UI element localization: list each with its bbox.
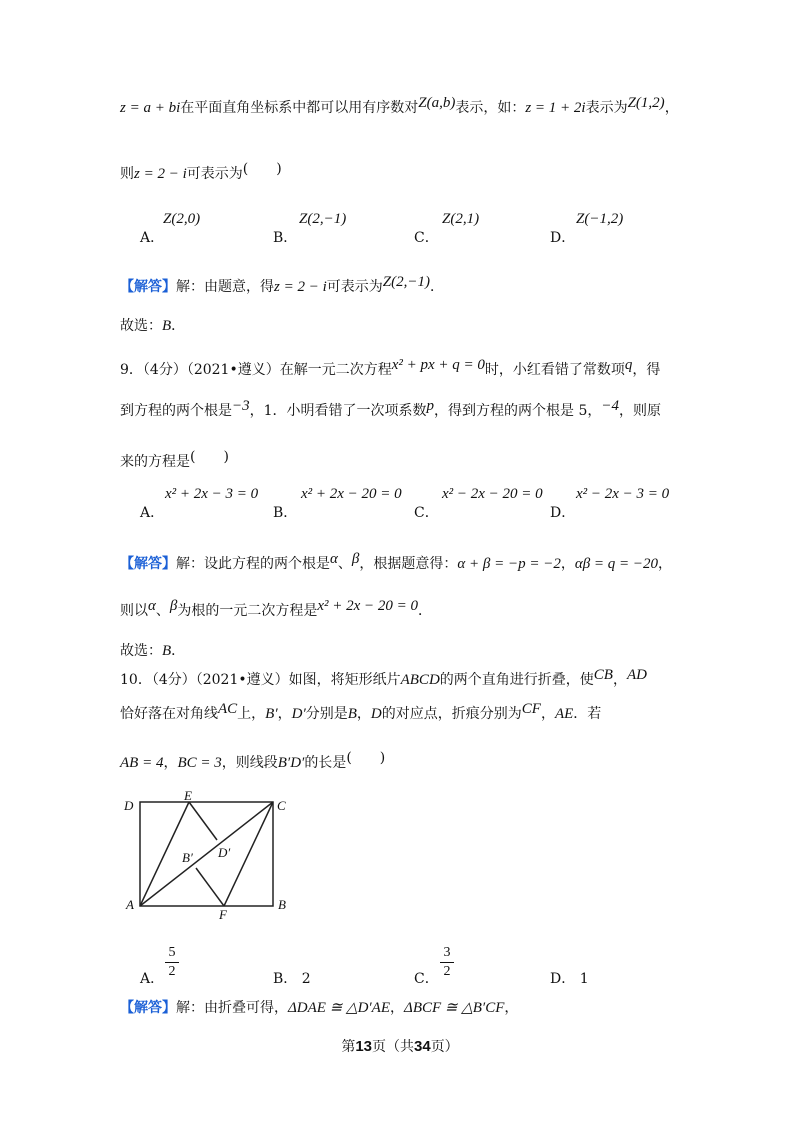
- q8-choice: [120, 315, 185, 335]
- answer-paren: ( ): [190, 449, 229, 465]
- text: 到方程的两个根是: [120, 403, 232, 419]
- text: 页）: [430, 1039, 459, 1055]
- q10-option-c-letter: C．: [414, 971, 439, 987]
- text: ．: [171, 643, 186, 659]
- fraction-bar: [165, 962, 179, 963]
- congruence: ΔBCF ≅ △B′CF: [404, 1000, 505, 1016]
- text: 页（共: [372, 1039, 414, 1055]
- label-e: E: [184, 790, 192, 803]
- q9-answer: [120, 553, 672, 573]
- sum-relation: α + β = −p = −2: [457, 556, 561, 572]
- product-relation: αβ = q = −20: [574, 556, 659, 572]
- root: −3: [232, 398, 250, 414]
- alpha: α: [148, 598, 156, 614]
- text: 上，: [237, 706, 266, 722]
- point: D′: [291, 706, 306, 722]
- text: ，: [390, 1000, 405, 1016]
- text: 时，小红看错了常数项: [484, 362, 625, 378]
- text: 则: [120, 166, 134, 182]
- segment: AD: [626, 667, 647, 683]
- segment: AC: [218, 701, 238, 717]
- text: ，得到方程的两个根是 5，: [434, 403, 602, 419]
- answer-tag: 【解答】: [120, 1000, 176, 1016]
- text: 在平面直角坐标系中都可以用有序数对: [180, 100, 419, 116]
- q9-answer2: [120, 600, 432, 620]
- text: ，: [504, 1000, 519, 1016]
- denominator: 2: [443, 964, 451, 979]
- z-definition: z = a + bi: [120, 100, 181, 116]
- text: 解：设此方程的两个根是: [176, 556, 330, 572]
- text: ，则原: [619, 403, 662, 419]
- point: D: [370, 706, 382, 722]
- beta: β: [351, 551, 360, 567]
- page-number: 13: [355, 1038, 372, 1055]
- label-b: B: [278, 897, 286, 912]
- text: ，: [540, 706, 555, 722]
- segment: AE: [554, 706, 574, 722]
- q9-line1: [120, 359, 660, 379]
- denominator: 2: [168, 964, 176, 979]
- text: 第: [341, 1039, 356, 1055]
- q8-option-a-letter: A．: [140, 230, 165, 246]
- page-footer: [0, 1036, 800, 1056]
- text: 、: [337, 556, 352, 572]
- congruence: ΔDAE ≅ △D′AE: [288, 1000, 391, 1016]
- fraction-bar: [440, 962, 454, 963]
- beta: β: [169, 598, 178, 614]
- text: ，: [356, 706, 371, 722]
- example-z: z = 1 + 2i: [525, 100, 586, 116]
- label-c: C: [277, 798, 286, 813]
- segment: CB: [593, 667, 613, 683]
- text: 可表示为: [186, 166, 243, 182]
- equation: x² + 2x − 20 = 0: [317, 598, 419, 614]
- q9-option-b-value: x² + 2x − 20 = 0: [301, 486, 402, 502]
- total-pages: 34: [414, 1038, 431, 1055]
- q10-option-a-fraction: [165, 945, 179, 980]
- text: ，: [163, 755, 178, 771]
- text: ．: [418, 603, 433, 619]
- answer-paren: ( ): [242, 161, 282, 177]
- choice-letter: B: [162, 318, 172, 334]
- root: −4: [601, 398, 620, 414]
- q8-option-d-letter: D．: [550, 230, 576, 246]
- q10-option-c-fraction: [440, 945, 454, 980]
- option-value: 1: [579, 971, 589, 987]
- answer-tag: 【解答】: [120, 556, 176, 572]
- q10-answer: [120, 997, 518, 1017]
- q8-line2: [120, 163, 282, 183]
- text: ．: [171, 318, 186, 334]
- q9-line3: [120, 451, 229, 471]
- q10-line2: [120, 703, 601, 723]
- numerator: 5: [168, 945, 176, 960]
- text: ，则线段: [221, 755, 278, 771]
- q9-option-d-value: x² − 2x − 3 = 0: [576, 486, 670, 502]
- q8-option-c-letter: C．: [414, 230, 439, 246]
- text: 的长是: [304, 755, 347, 771]
- label-d-prime: D′: [218, 845, 231, 860]
- q8-option-b-value: Z(2,−1): [299, 211, 347, 227]
- segment-fb: [196, 868, 224, 906]
- q8-answer: [120, 276, 444, 296]
- text: 的对应点，折痕分别为: [381, 706, 522, 722]
- example-pair: Z(1,2): [627, 95, 665, 111]
- q10-line1: [120, 669, 647, 689]
- text: 故选：: [120, 318, 162, 334]
- text: 表示，如：: [455, 100, 526, 116]
- ordered-pair: Z(a,b): [418, 95, 456, 111]
- fold-cf: [224, 802, 273, 906]
- q9-option-c-letter: C．: [414, 505, 439, 521]
- answer-paren: ( ): [346, 750, 386, 766]
- equation: x² + px + q = 0: [391, 357, 485, 373]
- text: 恰好落在对角线: [120, 706, 218, 722]
- text: 、: [155, 603, 170, 619]
- segment-ed: [189, 802, 217, 840]
- q9-option-a-value: x² + 2x − 3 = 0: [165, 486, 259, 502]
- text: 为根的一元二次方程是: [177, 603, 318, 619]
- label-d: D: [124, 798, 134, 813]
- q10-option-a-letter: A．: [140, 971, 165, 987]
- text: 解：由题意，得: [176, 279, 274, 295]
- rect-name: ABCD: [400, 672, 440, 688]
- q9-option-d-letter: D．: [550, 505, 576, 521]
- segment: B′D′: [277, 755, 305, 771]
- var-q: q: [624, 357, 633, 373]
- label-b-prime: B′: [182, 850, 193, 865]
- numerator: 3: [443, 945, 451, 960]
- q8-option-b-letter: B．: [273, 230, 298, 246]
- alpha: α: [330, 551, 338, 567]
- z-expression: z = 2 − i: [134, 166, 187, 182]
- text: ，: [664, 100, 679, 116]
- text: 来的方程是: [120, 454, 190, 470]
- text: ，根据题意得：: [359, 556, 458, 572]
- q8-option-c-value: Z(2,1): [442, 211, 480, 227]
- text: ，得: [632, 362, 661, 378]
- option-value: 2: [301, 971, 311, 987]
- bc-length: BC = 3: [177, 755, 222, 771]
- text: ．: [429, 279, 444, 295]
- label-f: F: [219, 907, 227, 920]
- text: 解：由折叠可得，: [176, 1000, 288, 1016]
- q8-option-a-value: Z(2,0): [163, 211, 201, 227]
- choice-letter: B: [162, 643, 172, 659]
- q8-option-d-value: Z(−1,2): [576, 211, 624, 227]
- text: ．若: [573, 706, 602, 722]
- q9-option-c-value: x² − 2x − 20 = 0: [442, 486, 543, 502]
- answer-tag: 【解答】: [120, 279, 176, 295]
- text: 故选：: [120, 643, 162, 659]
- label-a: A: [126, 897, 134, 912]
- option-letter: D．: [550, 971, 576, 987]
- q8-line1: [120, 97, 679, 117]
- point: B: [347, 706, 357, 722]
- z-expression: z = 2 − i: [274, 279, 327, 295]
- q9-option-b-letter: B．: [273, 505, 298, 521]
- text: 10．（4分）（2021•遵义）如图，将矩形纸片: [120, 672, 401, 688]
- q9-line2: [120, 400, 661, 420]
- text: 表示为: [585, 100, 628, 116]
- text: 的两个直角进行折叠，使: [439, 672, 594, 688]
- text: ，1．小明看错了一次项系数: [249, 403, 427, 419]
- var-p: p: [426, 398, 435, 414]
- text: ，: [277, 706, 292, 722]
- ab-length: AB = 4: [120, 755, 164, 771]
- q10-option-b: [273, 968, 311, 988]
- diagonal-ac: [140, 802, 273, 906]
- result-pair: Z(2,−1): [382, 274, 430, 290]
- q10-line3: [120, 752, 385, 772]
- text: ，: [560, 556, 575, 572]
- text: ，: [612, 672, 627, 688]
- text: 可表示为: [326, 279, 383, 295]
- point: B′: [265, 706, 278, 722]
- q9-option-a-letter: A．: [140, 505, 165, 521]
- rectangle-fold-figure: [118, 790, 298, 920]
- text: 分别是: [305, 706, 348, 722]
- text: ，: [658, 556, 673, 572]
- text: 则以: [120, 603, 148, 619]
- segment: CF: [521, 701, 541, 717]
- q9-choice: [120, 640, 185, 660]
- q10-option-d: [550, 968, 589, 988]
- option-letter: B．: [273, 971, 298, 987]
- text: 9．（4分）（2021•遵义）在解一元二次方程: [120, 362, 392, 378]
